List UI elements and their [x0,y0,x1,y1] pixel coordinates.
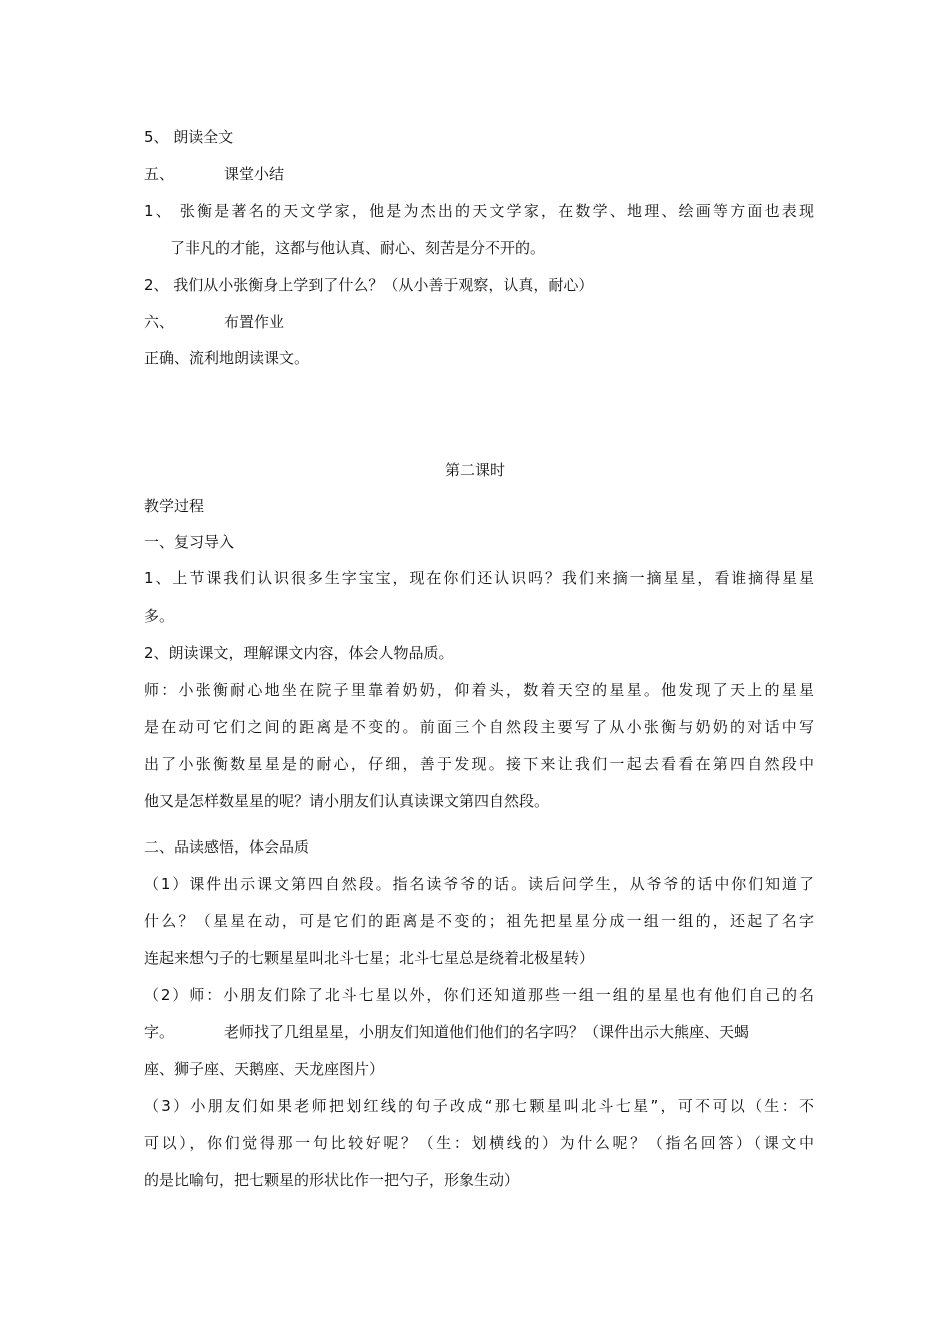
teacher-paragraph-line-2: 是在动可它们之间的距离是不变的。前面三个自然段主要写了从小张衡与奶奶的对话中写 [144,718,814,736]
question-2-line-1: （2）师：小朋友们除了北斗七星以外，你们还知道那些一组一组的星星也有他们自己的名 [144,986,814,1004]
heading-number: 五、 [144,165,175,183]
heading-title: 布置作业 [224,313,285,331]
lesson-title: 第二课时 [444,461,505,479]
teacher-paragraph-line-4: 他又是怎样数星星的呢？请小朋友们认真读课文第四自然段。 [144,792,550,810]
review-point-1-line-1: 1、上节课我们认识很多生字宝宝，现在你们还认识吗？我们来摘一摘星星，看谁摘得星星 [144,569,814,587]
summary-point-2: 2、 我们从小张衡身上学到了什么？（从小善于观察，认真，耐心） [144,276,594,294]
question-2-line-3: 座、狮子座、天鹅座、天龙座图片） [144,1060,385,1078]
teacher-paragraph-line-1: 师：小张衡耐心地坐在院子里靠着奶奶，仰着头，数着天空的星星。他发现了天上的星星 [144,681,814,699]
review-point-1-line-2: 多。 [144,607,175,625]
heading-number: 六、 [144,313,175,331]
teacher-paragraph-line-3: 出了小张衡数星星是的耐心，仔细，善于发现。接下来让我们一起去看看在第四自然段中 [144,755,814,773]
question-2-fragment-a: 字。 [144,1023,175,1041]
heading-homework [144,311,814,333]
question-2-line-2 [144,1021,814,1043]
part-2-heading: 二、品读感悟，体会品质 [144,838,310,856]
heading-title: 课堂小结 [224,165,285,183]
question-1-line-2: 什么？（星星在动，可是它们的距离是不变的；祖先把星星分成一组一组的，还起了名字 [144,912,814,930]
summary-point-1-line-2: 了非凡的才能，这都与他认真、耐心、刻苦是分不开的。 [170,239,546,257]
question-3-line-3: 的是比喻句，把七颗星的形状比作一把勺子，形象生动） [144,1171,520,1189]
homework-text: 正确、流利地朗读课文。 [144,349,310,367]
review-point-2: 2、朗读课文，理解课文内容，体会人物品质。 [144,644,454,662]
question-2-fragment-b: 老师找了几组星星，小朋友们知道他们他们的名字吗？（课件出示大熊座、天蝎 [224,1023,750,1041]
item-5-read-aloud: 5、 朗读全文 [144,128,234,146]
question-1-line-3: 连起来想勺子的七颗星星叫北斗七星；北斗七星总是绕着北极星转） [144,949,595,967]
part-1-heading: 一、复习导入 [144,533,235,551]
question-3-line-1: （3）小朋友们如果老师把划红线的句子改成“那七颗星叫北斗七星”，可不可以（生：不 [144,1097,814,1115]
question-1-line-1: （1）课件出示课文第四自然段。指名读爷爷的话。读后问学生，从爷爷的话中你们知道了 [144,875,814,893]
heading-class-summary [144,163,814,185]
summary-point-1-line-1: 1、 张衡是著名的天文学家，他是为杰出的天文学家，在数学、地理、绘画等方面也表现 [144,202,814,220]
question-3-line-2: 可以），你们觉得那一句比较好呢？（生：划横线的）为什么呢？（指名回答）（课文中 [144,1134,814,1152]
teaching-process-heading: 教学过程 [144,497,205,515]
